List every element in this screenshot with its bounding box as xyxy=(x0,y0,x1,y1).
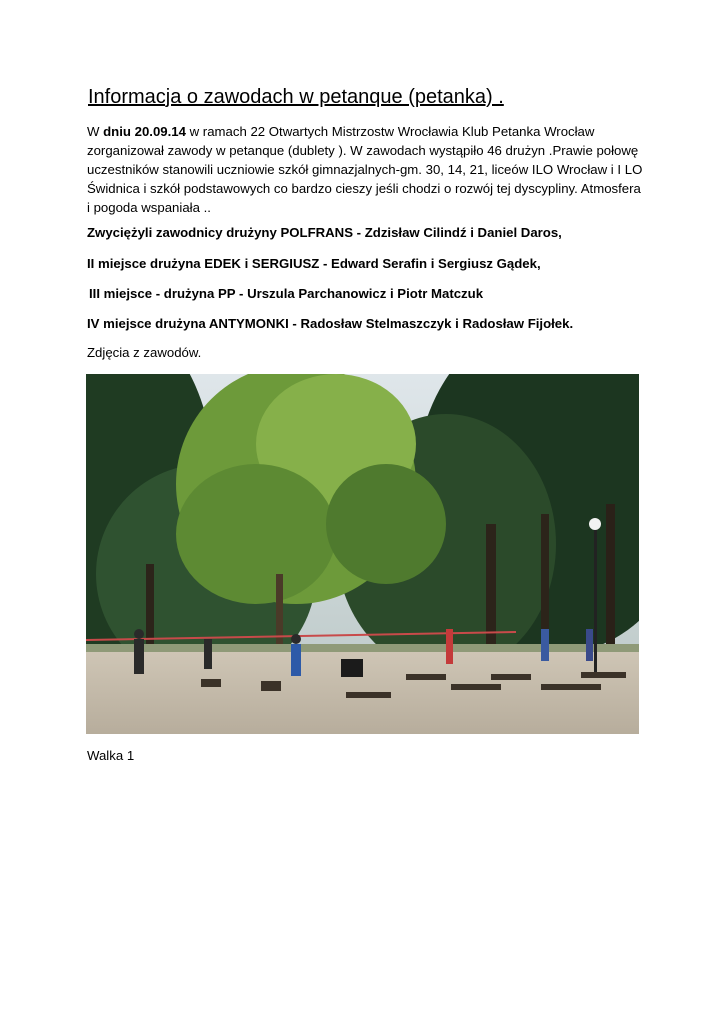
result-first-place: Zwyciężyli zawodnicy drużyny POLFRANS - Zdzisław Cilindź i Daniel Daros, xyxy=(87,225,562,240)
result-third-place: III miejsce - drużyna PP - Urszula Parchanowicz i Piotr Matczuk xyxy=(89,286,484,301)
document-title: Informacja o zawodach w petanque (petanka) . xyxy=(88,86,504,108)
result-fourth-place: IV miejsce drużyna ANTYMONKI - Radosław Stelmaszczyk i Radosław Fijołek. xyxy=(87,316,574,331)
tournament-photo xyxy=(86,374,639,734)
photos-heading: Zdjęcia z zawodów. xyxy=(87,345,202,360)
intro-date: dniu 20.09.14 xyxy=(103,124,186,139)
intro-lead: W xyxy=(87,124,104,139)
result-second-place: II miejsce drużyna EDEK i SERGIUSZ - Edward Serafin i Sergiusz Gądek, xyxy=(87,256,541,271)
intro-paragraph xyxy=(87,122,647,217)
intro-text: w ramach 22 Otwartych Mistrzostw Wrocławia Klub Petanka Wrocław zorganizował zawody w petanque (dublety ). W zawodach wystąpiło 46 drużyn .Prawie połowę uczestników stanowili uczniowie szkół gimnazjalnych-gm. 30, 14, 21, liceów ILO Wrocław i I LO Świdnica i szkół podstawowych co bardzo cieszy jeśli chodzi o rozwój tej dyscypliny. Atmosfera i pogoda wspaniała .. xyxy=(87,124,643,215)
photo-caption: Walka 1 xyxy=(87,748,135,763)
